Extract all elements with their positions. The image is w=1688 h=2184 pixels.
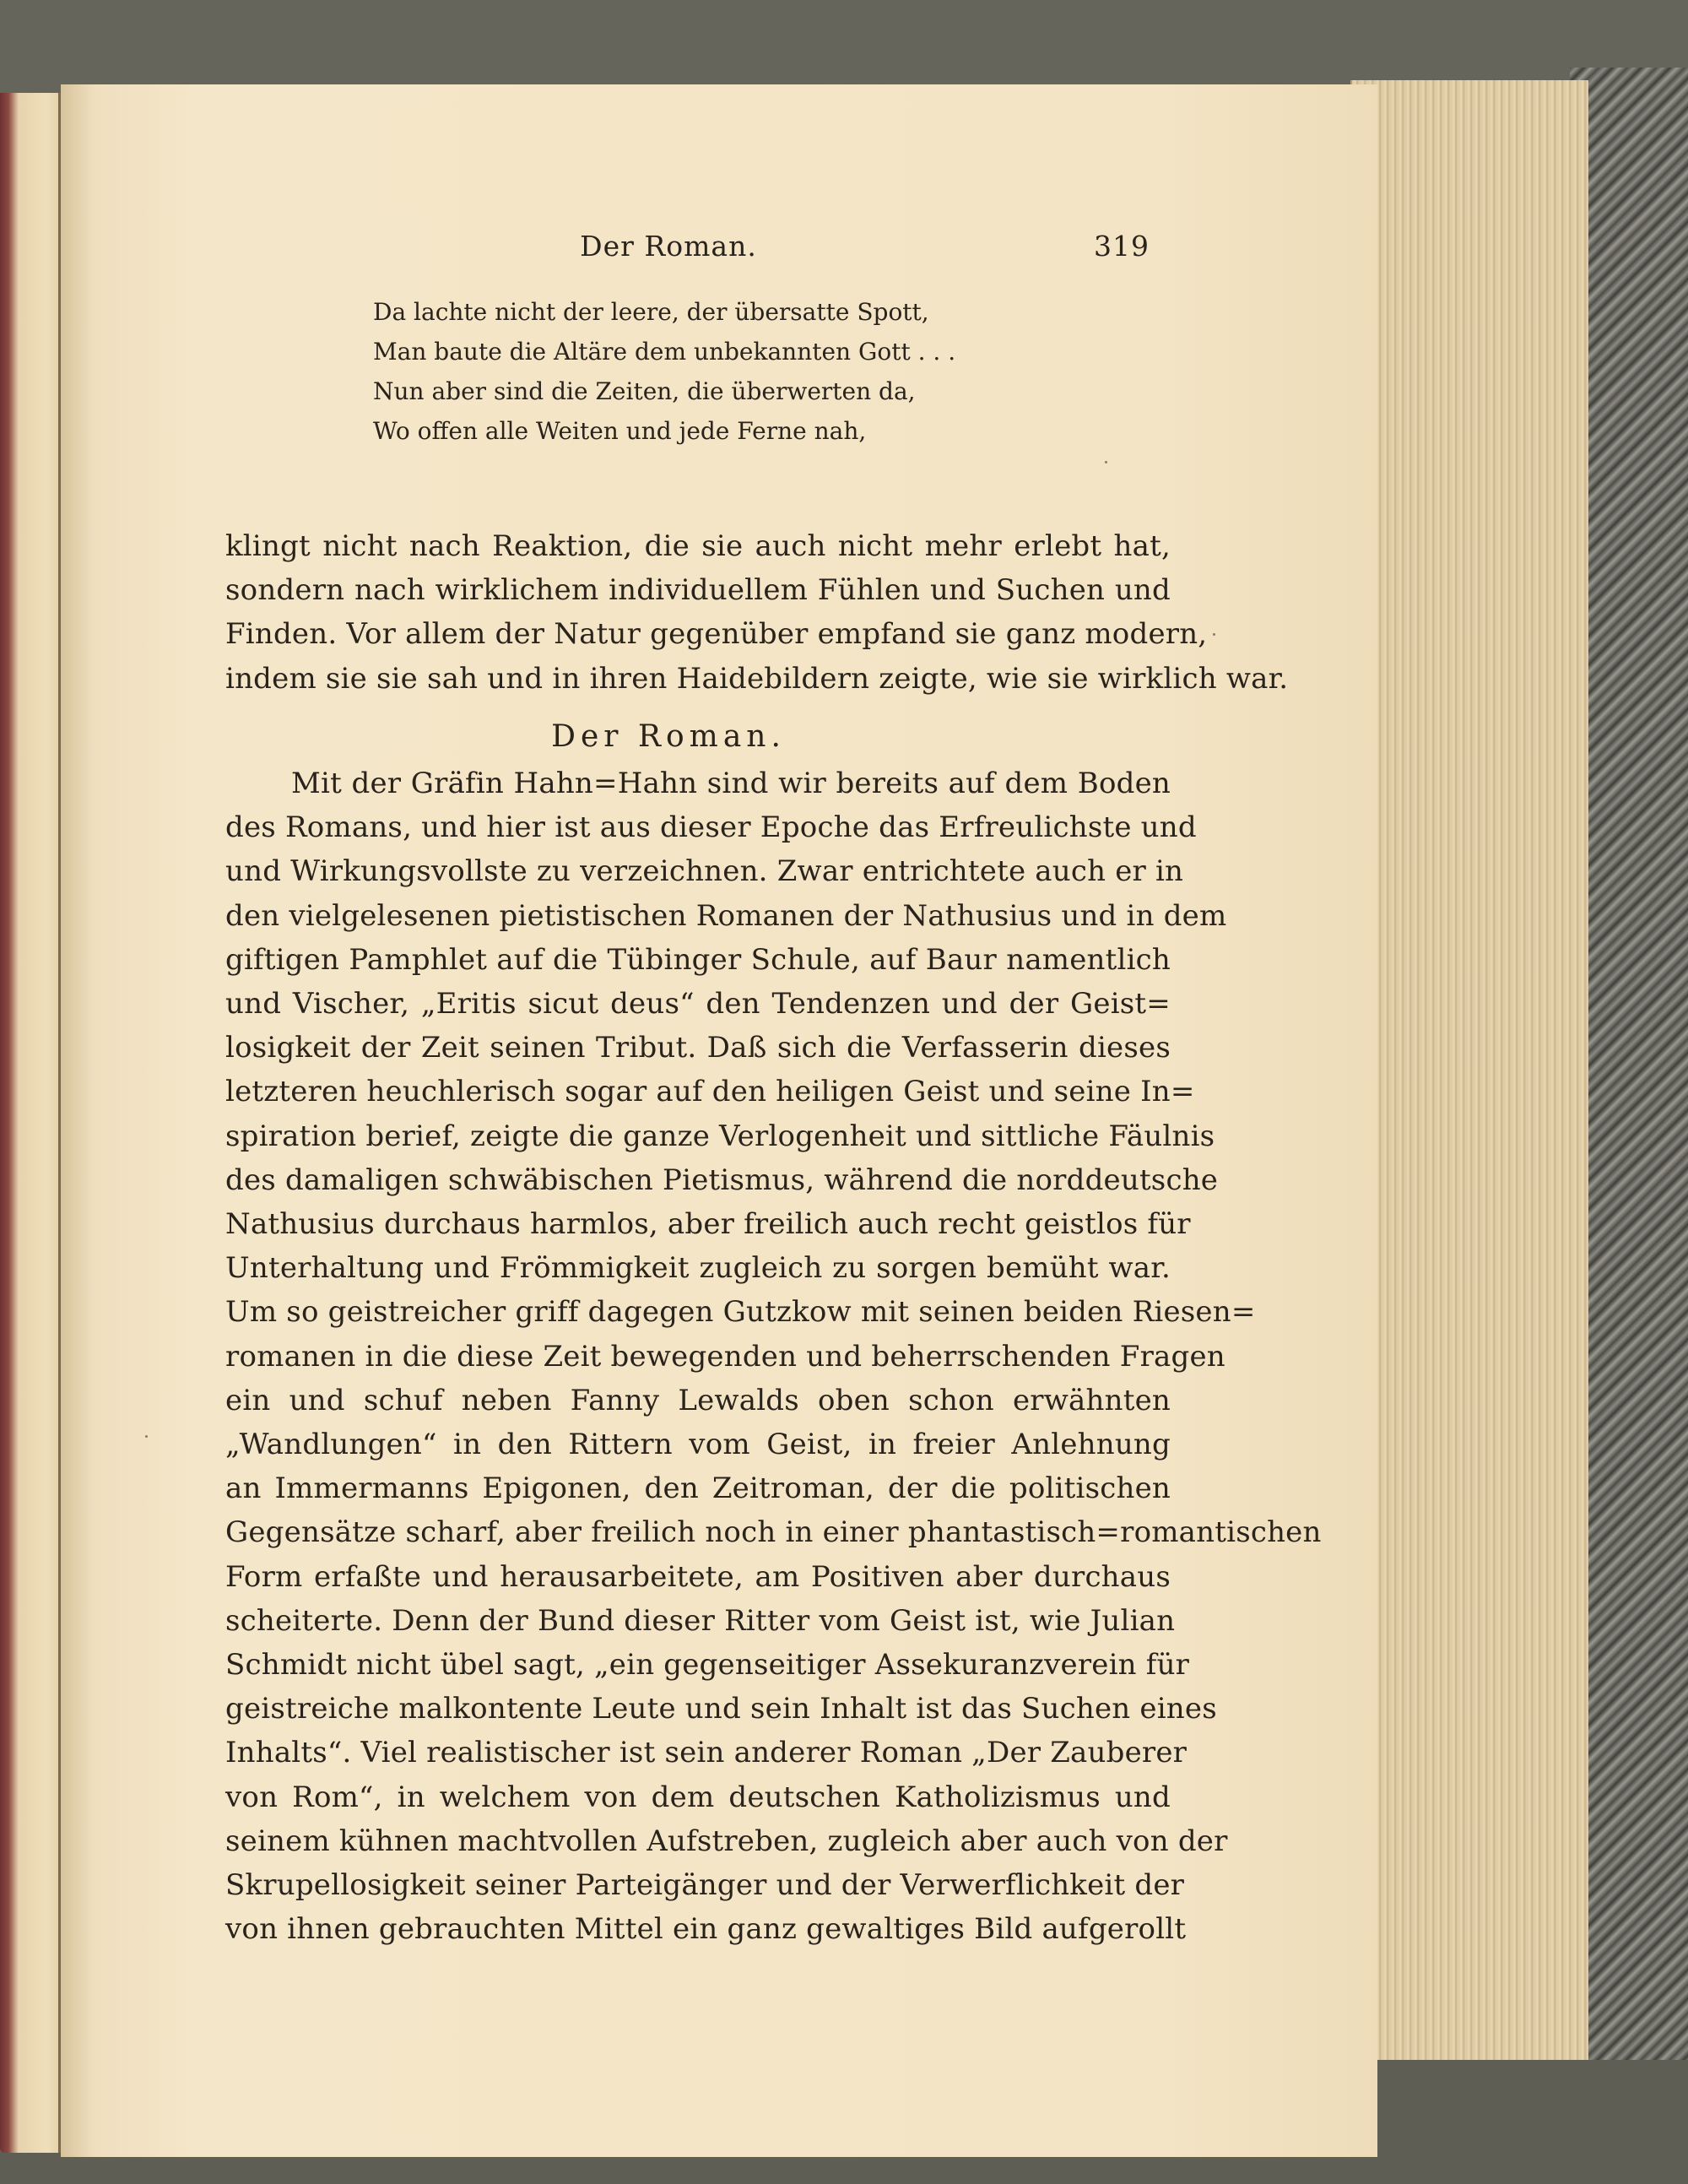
body-paragraph bbox=[225, 761, 1322, 1951]
text-line: giftigen Pamphlet auf die Tübinger Schule, auf Baur namentlich bbox=[225, 942, 1171, 977]
page-text bbox=[61, 84, 1377, 2157]
text-line: Finden. Vor allem der Natur gegenüber empfand sie ganz modern, bbox=[225, 617, 1208, 652]
text-line: spiration berief, zeigte die ganze Verlogenheit und sittliche Fäulnis bbox=[225, 1119, 1215, 1153]
text-line: Nathusius durchaus harmlos, aber freilich auch recht geistlos für bbox=[225, 1207, 1191, 1242]
text-line: Skrupellosigkeit seiner Parteigänger und der Verwerflichkeit der bbox=[225, 1868, 1185, 1903]
text-line: den vielgelesenen pietistischen Romanen der Nathusius und in dem bbox=[225, 898, 1227, 933]
text-line: Form erfaßte und herausarbeitete, am Positiven aber durchaus bbox=[225, 1559, 1171, 1594]
text-line: Gegensätze scharf, aber freilich noch in einer phantastisch=romantischen bbox=[225, 1515, 1322, 1550]
text-line: Schmidt nicht übel sagt, „ein gegenseitiger Assekuranzverein für bbox=[225, 1648, 1190, 1683]
text-line: an Immermanns Epigonen, den Zeitroman, der die politischen bbox=[225, 1471, 1171, 1506]
text-line: losigkeit der Zeit seinen Tribut. Daß sich die Verfasserin dieses bbox=[225, 1031, 1171, 1065]
text-line: des damaligen schwäbischen Pietismus, während die norddeutsche bbox=[225, 1162, 1219, 1197]
verse-line: Nun aber sind die Zeiten, die überwerten da, bbox=[373, 377, 916, 405]
text-line: sondern nach wirklichem individuellem Fühlen und Suchen und bbox=[225, 573, 1171, 608]
text-line: romanen in die diese Zeit bewegenden und beherrschenden Fragen bbox=[225, 1339, 1225, 1374]
verse-line: Man baute die Altäre dem unbekannten Gott . . . bbox=[373, 338, 956, 366]
text-line: letzteren heuchlerisch sogar auf den heiligen Geist und seine In= bbox=[225, 1075, 1195, 1109]
running-title: Der Roman. bbox=[580, 230, 757, 263]
text-line: Unterhaltung und Frömmigkeit zugleich zu sorgen bemüht war. bbox=[225, 1251, 1171, 1286]
running-head bbox=[187, 230, 1150, 272]
text-line: von ihnen gebrauchten Mittel ein ganz gewaltiges Bild aufgerollt bbox=[225, 1912, 1187, 1947]
previous-page-edge bbox=[0, 93, 61, 2153]
text-line: seinem kühnen machtvollen Aufstreben, zugleich aber auch von der bbox=[225, 1824, 1228, 1858]
book-page bbox=[61, 84, 1377, 2157]
text-line: klingt nicht nach Reaktion, die sie auch nicht mehr erlebt hat, bbox=[225, 529, 1171, 563]
page-edges-stack bbox=[1350, 80, 1588, 2060]
text-line: und Wirkungsvollste zu verzeichnen. Zwar entrichtete auch er in bbox=[225, 854, 1184, 889]
text-line: und Vischer, „Eritis sicut deus“ den Tendenzen und der Geist= bbox=[225, 987, 1171, 1022]
page-number: 319 bbox=[1094, 230, 1150, 263]
text-line: Inhalts“. Viel realistischer ist sein anderer Roman „Der Zauberer bbox=[225, 1736, 1188, 1770]
verse-quote bbox=[373, 292, 1116, 451]
text-line: „Wandlungen“ in den Rittern vom Geist, in freier Anlehnung bbox=[225, 1428, 1171, 1462]
text-line: geistreiche malkontente Leute und sein Inhalt ist das Suchen eines bbox=[225, 1692, 1217, 1726]
text-line: scheiterte. Denn der Bund dieser Ritter vom Geist ist, wie Julian bbox=[225, 1603, 1176, 1638]
text-line: Mit der Gräfin Hahn=Hahn sind wir bereits auf dem Boden bbox=[291, 767, 1171, 800]
text-line: ein und schuf neben Fanny Lewalds oben schon erwähnten bbox=[225, 1383, 1171, 1417]
verse-line: Wo offen alle Weiten und jede Ferne nah, bbox=[373, 417, 867, 445]
text-line: indem sie sie sah und in ihren Haidebildern zeigte, wie sie wirklich war. bbox=[225, 661, 1289, 696]
text-line: Um so geistreicher griff dagegen Gutzkow mit seinen beiden Riesen= bbox=[225, 1295, 1256, 1330]
verse-line: Da lachte nicht der leere, der übersatte Spott, bbox=[373, 298, 929, 326]
text-line: von Rom“, in welchem von dem deutschen Katholizismus und bbox=[225, 1780, 1171, 1814]
section-heading: Der Roman. bbox=[551, 719, 786, 754]
text-line: des Romans, und hier ist aus dieser Epoche das Erfreulichste und bbox=[225, 810, 1197, 845]
continuation-paragraph bbox=[225, 524, 1289, 701]
